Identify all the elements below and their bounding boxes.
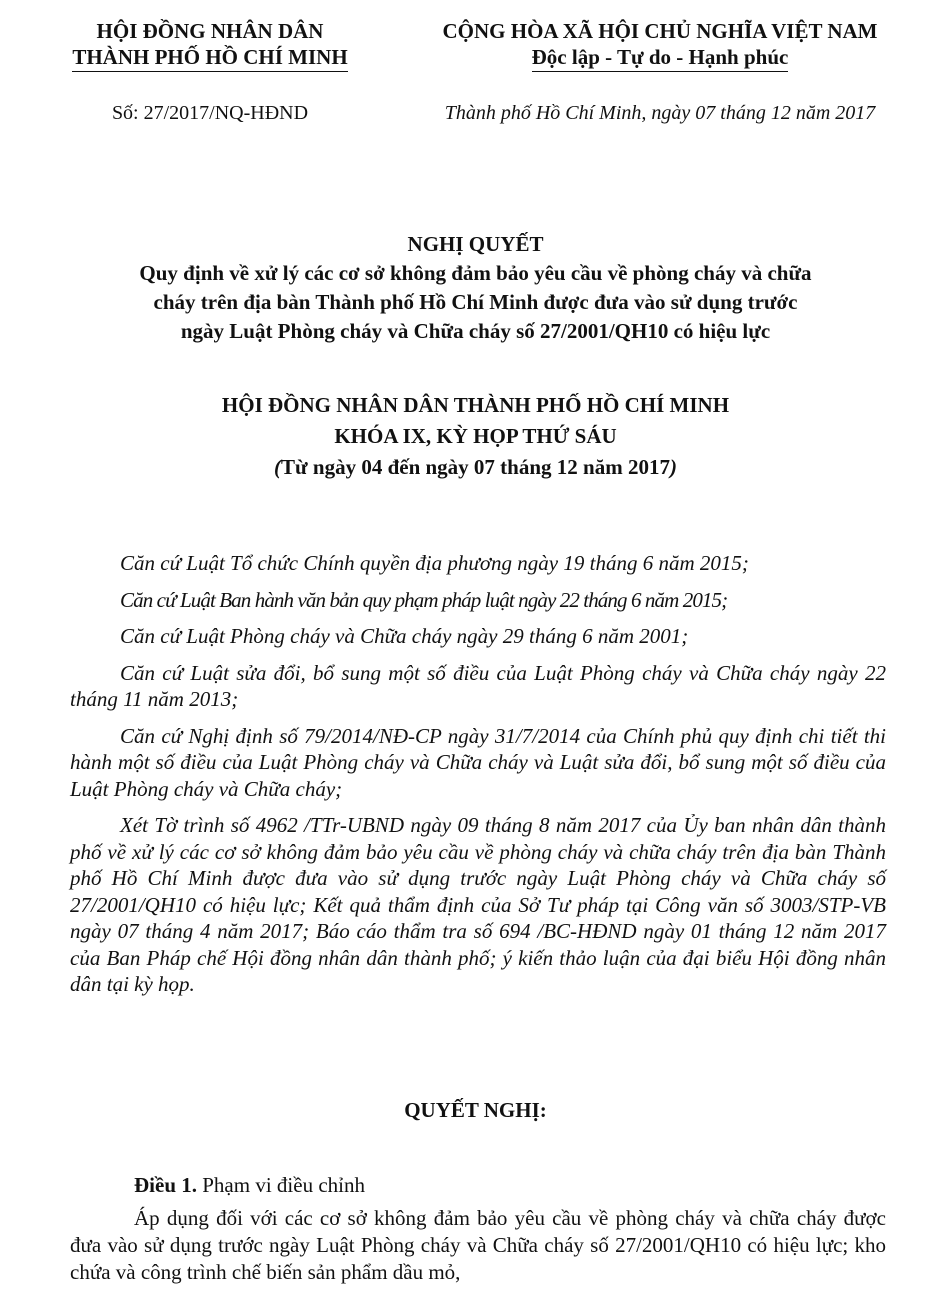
council-session: KHÓA IX, KỲ HỌP THỨ SÁU [334,424,617,448]
legal-basis-item: Căn cứ Luật Ban hành văn bản quy phạm pháp luật ngày 22 tháng 6 năm 2015; [120,587,728,612]
article-title: Phạm vi điều chỉnh [202,1173,365,1197]
issuer-line-1: HỘI ĐỒNG NHÂN DÂN [96,19,324,43]
document-number: Số: 27/2017/NQ-HĐND [111,102,309,124]
legal-basis-item: Xét Tờ trình số 4962 /TTr-UBND ngày 09 tháng 8 năm 2017 của Ủy ban nhân dân thành phố về xử lý các cơ sở không đảm bảo yêu cầu về phòng cháy và chữa cháy trên địa bàn Thành phố Hồ Chí Minh được đưa vào sử dụng trước ngày Luật Phòng cháy và Chữa cháy số 27/2001/QH10 có hiệu lực; Kết quả thẩm định của Sở Tư pháp tại Công văn số 3003/STP-VB ngày 07 tháng 4 năm 2017; Báo cáo thẩm tra số 694 /BC-HĐND ngày 01 tháng 12 năm 2017 của Ban Pháp chế Hội đồng nhân dân thành phố; ý kiến thảo luận của đại biểu Hội đồng nhân dân tại kỳ họp. [70,813,886,996]
legal-basis-item: Căn cứ Luật Phòng cháy và Chữa cháy ngày 29 tháng 6 năm 2001; [120,624,689,648]
article-1 [70,1172,886,1286]
council-name: HỘI ĐỒNG NHÂN DÂN THÀNH PHỐ HỒ CHÍ MINH [221,393,730,417]
title-line-3: ngày Luật Phòng cháy và Chữa cháy số 27/2001/QH10 có hiệu lực [180,319,771,343]
session-dates: Từ ngày 04 đến ngày 07 tháng 12 năm 2017 [281,455,670,479]
title-line-2: cháy trên địa bàn Thành phố Hồ Chí Minh được đưa vào sử dụng trước [153,290,798,314]
nation-motto: Độc lập - Tự do - Hạnh phúc [532,44,789,72]
nation-line-1: CỘNG HÒA XÃ HỘI CHỦ NGHĨA VIỆT NAM [442,19,878,43]
article-heading [134,1172,886,1199]
council-heading [40,390,911,483]
legal-basis-item: Căn cứ Nghị định số 79/2014/NĐ-CP ngày 31/7/2014 của Chính phủ quy định chi tiết thi hành một số điều của Luật Phòng cháy và Chữa cháy và Luật sửa đổi, bổ sung một số điều của Luật Phòng cháy và Chữa cháy; [70,723,886,801]
legal-basis-item: Căn cứ Luật Tổ chức Chính quyền địa phương ngày 19 tháng 6 năm 2015; [120,551,749,575]
document-title [40,230,911,346]
session-dates-line: (Từ ngày 04 đến ngày 07 tháng 12 năm 2017) [274,455,677,479]
article-body: Áp dụng đối với các cơ sở không đảm bảo yêu cầu về phòng cháy và chữa cháy được đưa vào sử dụng trước ngày Luật Phòng cháy và Chữa cháy số 27/2001/QH10 có hiệu lực; kho chứa và công trình chế biến sản phẩm dầu mỏ, [70,1206,886,1284]
legal-basis-item: Căn cứ Luật sửa đổi, bổ sung một số điều của Luật Phòng cháy và Chữa cháy ngày 22 tháng 11 năm 2013; [70,660,886,711]
resolution-heading: QUYẾT NGHỊ: [404,1098,547,1122]
national-motto-header [405,18,915,72]
document-type: NGHỊ QUYẾT [407,232,544,256]
article-label: Điều 1. [134,1173,197,1197]
legal-bases [70,550,886,1008]
title-line-1: Quy định về xử lý các cơ sở không đảm bảo yêu cầu về phòng cháy và chữa [139,261,812,285]
place-and-date: Thành phố Hồ Chí Minh, ngày 07 tháng 12 năm 2017 [444,102,876,124]
issuer-line-2: THÀNH PHỐ HỒ CHÍ MINH [72,44,347,72]
issuer-header [40,18,380,72]
